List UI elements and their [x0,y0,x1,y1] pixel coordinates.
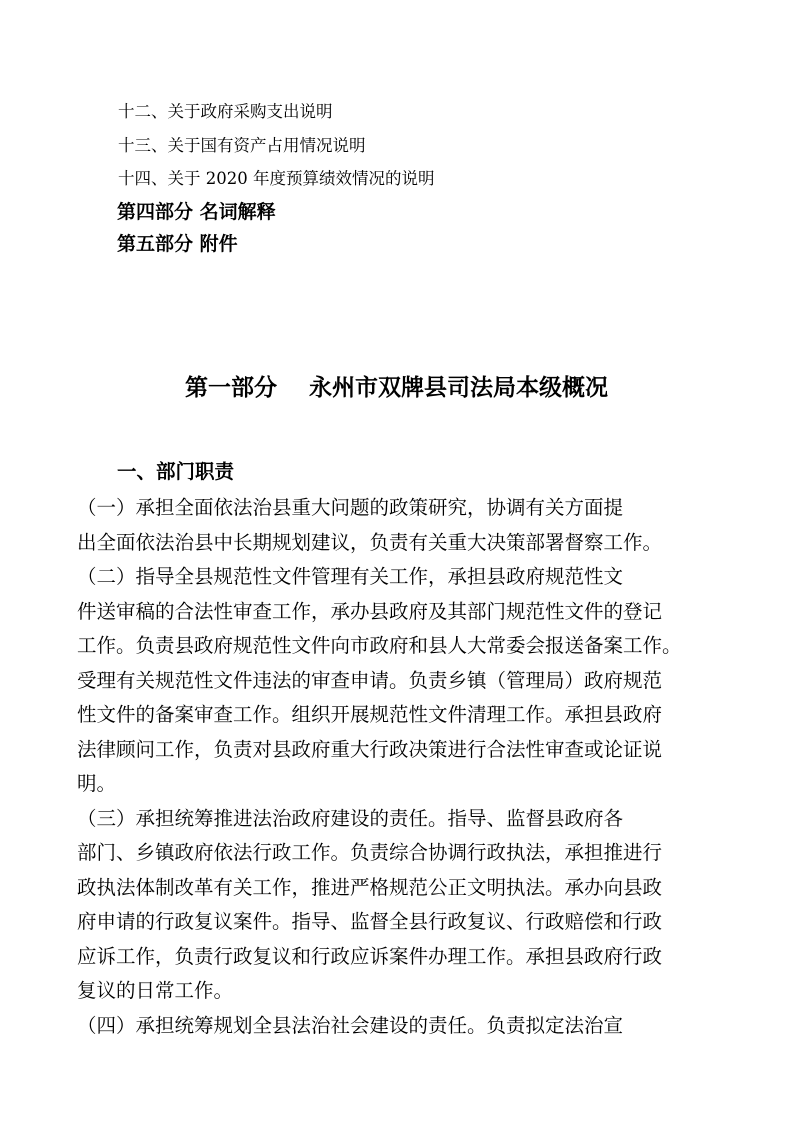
text-line: 政执法体制改革有关工作，推进严格规范公正文明执法。承办向县政 [77,875,663,899]
text-line: 府申请的行政复议案件。指导、监督全县行政复议、行政赔偿和行政 [77,910,663,933]
text-line: 应诉工作，负责行政复议和行政应诉案件办理工作。承担县政府行政 [77,944,663,968]
text-line: 复议的日常工作。 [77,979,234,1002]
text-line: 明。 [77,772,117,795]
text-line: （一）承担全面依法治县重大问题的政策研究，协调有关方面提 [77,496,624,519]
toc-part-heading: 第五部分 附件 [117,233,238,255]
text-line: 件送审稿的合法性审查工作，承办县政府及其部门规范性文件的登记 [77,599,663,623]
text-line: 性文件的备案审查工作。组织开展规范性文件清理工作。承担县政府 [77,703,663,726]
text-line: （四）承担统筹规划全县法治社会建设的责任。负责拟定法治宣 [77,1013,624,1037]
text-line: 法律顾问工作，负责对县政府重大行政决策进行合法性审查或论证说 [77,737,663,761]
text-line: （二）指导全县规范性文件管理有关工作，承担县政府规范性文 [77,565,624,588]
text-line: 工作。负责县政府规范性文件向市政府和县人大常委会报送备案工作。 [77,634,682,657]
section-heading: 一、部门职责 [117,460,235,483]
toc-item: 十二、关于政府采购支出说明 [118,102,333,121]
text-line: 部门、乡镇政府依法行政工作。负责综合协调行政执法，承担推进行 [77,841,663,864]
toc-part-heading: 第四部分 名词解释 [117,201,276,223]
text-line: （三）承担统筹推进法治政府建设的责任。指导、监督县政府各 [77,806,624,830]
text-line: 出全面依法治县中长期规划建议，负责有关重大决策部署督察工作。 [77,530,663,554]
text-line: 受理有关规范性文件违法的审查申请。负责乡镇（管理局）政府规范 [77,668,663,692]
body-text [77,491,727,1043]
toc-item: 十四、关于 2020 年度预算绩效情况的说明 [118,169,435,188]
toc-item: 十三、关于国有资产占用情况说明 [118,136,366,155]
page-title: 第一部分 永州市双牌县司法局本级概况 [184,375,609,401]
